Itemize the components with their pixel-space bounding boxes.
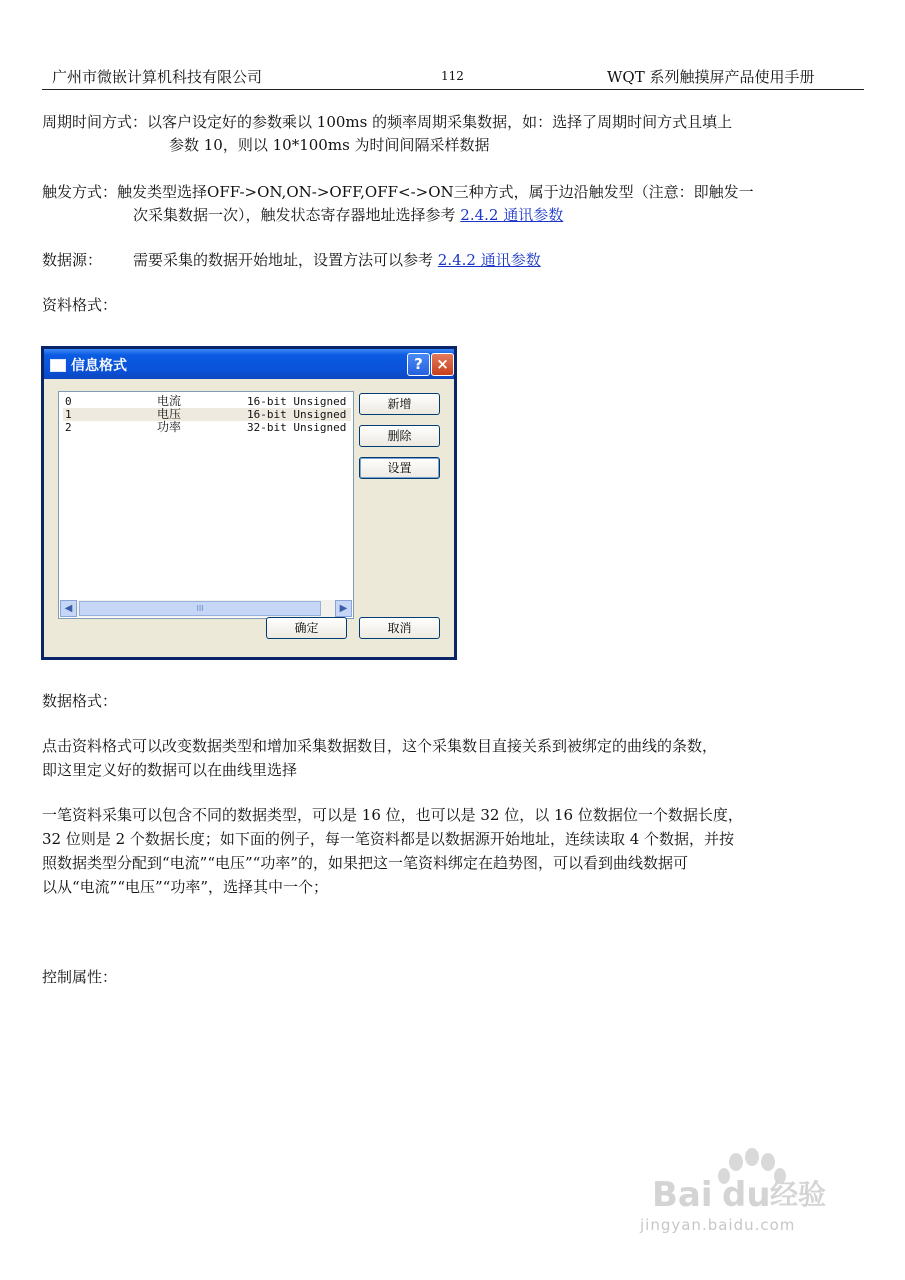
close-button[interactable]: × (431, 353, 454, 376)
settings-button[interactable]: 设置 (359, 457, 440, 479)
body2-line3: 照数据类型分配到“电流”“电压”“功率”的，如果把这一笔资料绑定在趋势图，可以看到曲线数据可 (42, 854, 689, 872)
watermark-url: jingyan.baidu.com (640, 1216, 796, 1234)
horizontal-scrollbar[interactable] (60, 600, 352, 617)
trigger-comm-params-link[interactable]: 2.4.2 通讯参数 (460, 206, 564, 224)
body2-line1: 一笔资料采集可以包含不同的数据类型，可以是 16 位，也可以是 32 位，以 16 位数据位一个数据长度， (42, 806, 743, 824)
header-manual-title: WQT 系列触摸屏产品使用手册 (607, 68, 815, 86)
dialog-body (44, 379, 454, 657)
format-list[interactable] (58, 391, 354, 619)
body1-line2: 即这里定义好的数据可以在曲线里选择 (42, 761, 298, 779)
list-item[interactable] (63, 421, 351, 434)
row-type: 32-bit Unsigned (247, 421, 347, 434)
row-name: 电压 (157, 407, 182, 421)
delete-button[interactable]: 删除 (359, 425, 440, 447)
body1-line1: 点击资料格式可以改变数据类型和增加采集数据数目，这个采集数目直接关系到被绑定的曲线的条数， (42, 737, 718, 755)
period-text-2: 参数 10，则以 10*100ms 为时间间隔采样数据 (169, 136, 490, 154)
scroll-right-icon[interactable]: ▶ (335, 600, 352, 617)
trigger-text-2: 次采集数据一次），触发状态寄存器地址选择参考 (133, 206, 461, 224)
trigger-label: 触发方式： (42, 183, 118, 201)
list-item[interactable] (63, 408, 351, 421)
row-index: 1 (65, 408, 72, 421)
scroll-thumb[interactable]: III (79, 601, 321, 616)
body2-line4: 以从“电流”“电压”“功率”，选择其中一个； (42, 878, 329, 896)
dialog-title-bar[interactable] (44, 349, 454, 379)
row-name: 电流 (157, 394, 182, 408)
header-rule (42, 89, 864, 90)
source-text: 需要采集的数据开始地址，设置方法可以参考 (133, 251, 438, 269)
period-paragraph (42, 110, 732, 135)
body2-line2: 32 位则是 2 个数据长度；如下面的例子，每一笔资料都是以数据源开始地址，连续读取 4 个数据，并按 (42, 830, 735, 848)
trigger-paragraph (42, 180, 754, 205)
svg-text:du: du (722, 1175, 771, 1215)
row-index: 0 (65, 395, 72, 408)
cancel-button[interactable]: 取消 (359, 617, 440, 639)
row-type: 16-bit Unsigned (247, 395, 347, 408)
source-paragraph (42, 248, 541, 273)
scroll-left-icon[interactable]: ◀ (60, 600, 77, 617)
source-label: 数据源： (42, 251, 103, 269)
add-button[interactable]: 新增 (359, 393, 440, 415)
info-format-dialog (41, 346, 457, 660)
period-label: 周期时间方式： (42, 113, 148, 131)
row-name: 功率 (157, 420, 182, 434)
page-number: 112 (441, 69, 464, 83)
source-comm-params-link[interactable]: 2.4.2 通讯参数 (437, 251, 541, 269)
dialog-title: 信息格式 (71, 358, 127, 374)
trigger-line-2 (133, 203, 563, 228)
control-label: 控制属性： (42, 968, 118, 986)
svg-text:Bai: Bai (652, 1175, 713, 1215)
list-item[interactable] (63, 395, 351, 408)
period-text-1: 以客户设定好的参数乘以 100ms 的频率周期采集数据，如：选择了周期时间方式且填上 (147, 113, 733, 131)
trigger-text-1: 触发类型选择OFF->ON,ON->OFF,OFF<->ON三种方式，属于边沿触发型（注意：即触发一 (117, 183, 754, 201)
row-type: 16-bit Unsigned (247, 408, 347, 421)
format-label: 资料格式： (42, 296, 118, 314)
data-format-label: 数据格式： (42, 692, 118, 710)
svg-text:经验: 经验 (770, 1178, 827, 1211)
ok-button[interactable]: 确定 (266, 617, 347, 639)
help-button[interactable]: ? (407, 353, 430, 376)
row-index: 2 (65, 421, 72, 434)
window-icon (50, 359, 66, 372)
header-company: 广州市微嵌计算机科技有限公司 (52, 68, 263, 86)
